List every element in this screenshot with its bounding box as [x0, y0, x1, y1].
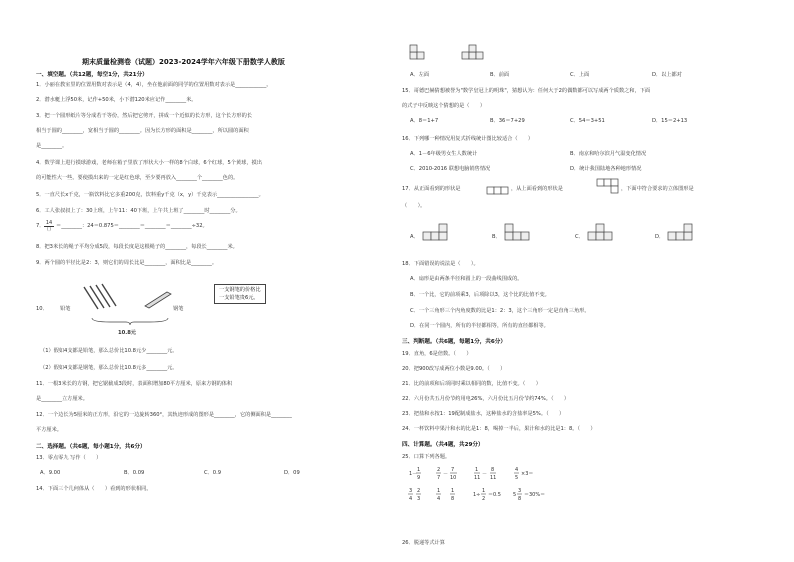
q16-option-c: C．2010-2016 联想电脑销售情况	[410, 166, 491, 172]
svg-text:9: 9	[417, 475, 421, 481]
q14-text: 14．下面三个几何体从（ ）看到的形状相同。	[36, 486, 152, 492]
svg-text:2: 2	[417, 488, 421, 494]
q10-number: 10．	[36, 306, 48, 312]
q17-text: 17．从正面看到的形状是	[402, 186, 461, 192]
q15-option-a: A．8＝1+7	[410, 118, 439, 124]
q18-option-a: A．扇形是由两条半径和圆上的一段曲线围成的。	[410, 276, 523, 282]
q23-text: 23．把盐和水按1：19配制成盐水，这种盐水的含盐率是5%。（ ）	[402, 411, 565, 417]
q14-option-b: B．前面	[490, 72, 510, 78]
q15-option-c: C．54＝3+51	[570, 118, 605, 124]
svg-text:2: 2	[482, 496, 486, 502]
q11-text-2: 是________立方厘米。	[36, 396, 88, 402]
q10-hint-box	[214, 284, 266, 304]
svg-text:3: 3	[417, 496, 421, 502]
q26-text: 26．脱递等式计算	[402, 540, 445, 546]
svg-text:8: 8	[491, 467, 495, 473]
q4-text: 4．数学课上进行摸球游戏，老师在箱子里放了形状大小一样的8个白球，6个红球，5个黄球，摸出	[36, 160, 262, 166]
page-title: 期末质量检测卷（试题）2023-2024学年六年级下册数学人教版	[82, 58, 285, 66]
svg-text:1÷: 1÷	[473, 492, 481, 498]
svg-text:5: 5	[515, 475, 519, 481]
q20-text: 20．把900改写成两位小数是9.00。（ ）	[402, 366, 506, 372]
q7-fraction	[44, 220, 54, 233]
q18-option-c: C．一个三角形三个内角度数的比是1：2：3，这个三角形一定是直角三角形。	[410, 308, 590, 314]
svg-text:1: 1	[451, 488, 455, 494]
q10-total-price: 10.8元	[118, 330, 136, 336]
q12-text: 12．一个边长为5厘米的正方形，沿它的一边旋转360°，其轨迹形成的图形是________，它的侧面积是________	[36, 412, 292, 418]
q2-text: 2．潜水艇上浮50米，记作+50米，小下潜120米应记作________米。	[36, 97, 197, 103]
q3-text: 3．把一个圆形纸片等分成若干等份，然后把它剪开，拼成一个近似的长方形，这个长方形的长	[36, 113, 252, 119]
pencils-illustration	[80, 283, 120, 313]
q9-text: 9．两个圆的半径比是2：3，则它们的周长比是________，面积比是________。	[36, 260, 218, 266]
q25-text: 25．口算下列各题。	[402, 454, 451, 460]
svg-text:7: 7	[451, 467, 455, 473]
q19-text: 19．直角，6是倍数。（ ）	[402, 351, 472, 357]
svg-text:10: 10	[450, 475, 457, 481]
q17-option-c: C．	[575, 234, 584, 240]
svg-text:1: 1	[482, 488, 486, 494]
q18-option-d: D．在同一个圆内，所有的半径都相等，所有的直径都相等。	[410, 323, 549, 329]
q17-option-d: D．	[655, 234, 665, 240]
q11-text: 11．一根3米长的方钢，把它锯截成3段时，表面积增加80平方厘米，原来方钢的体积	[36, 381, 233, 387]
q1-text: 1．小丽在教室里的位置用数对表示是（4，4），坐在他前面的同学的位置用数对表示是____________。	[36, 82, 272, 88]
q16-option-d: D．统计我国陆地各种地形情况	[570, 166, 642, 172]
svg-text:1: 1	[437, 488, 441, 494]
q17-text-3: ，下面中符合要求的立体图形是	[621, 186, 694, 192]
q13-option-d: D．09	[284, 470, 300, 476]
q14-option-a: A．左面	[410, 72, 430, 78]
pen-illustration	[143, 288, 173, 308]
svg-text:2: 2	[437, 467, 441, 473]
q10-pencil-label: 铅笔	[60, 306, 71, 312]
q12-text-2: 平方厘米。	[36, 427, 62, 433]
q17-option-a: A．	[410, 234, 419, 240]
q3-text-3: 是________。	[36, 143, 68, 149]
q15-option-b: B．36＝7+29	[490, 118, 525, 124]
q24-text: 24．一杯饮料中果汁和水的比是1：8，喝掉一半后，果汁和水的比是1：8。（ ）	[402, 426, 596, 432]
svg-text:1－: 1－	[409, 471, 418, 477]
q25-oral-calculations	[407, 466, 587, 520]
q15-text: 15．哥德巴赫猜想被誉为"数学皇冠上的明珠"，猜想认为：任何大于2的偶数都可以写成两个质数之和，下面	[402, 88, 651, 94]
q7-numerator: 14	[45, 220, 53, 226]
q16-option-b: B．南京和哈尔滨月气温变化情况	[570, 151, 647, 157]
section-true-false: 三、判断题。（共6题，每题1分，共6分）	[402, 339, 506, 345]
q14-solid-figures	[410, 44, 490, 64]
q17-text-4: （ ）。	[402, 203, 426, 209]
q18-text: 18．下面错误的说法是（ ）。	[402, 261, 479, 267]
section-calculation: 四、计算题。（共4题，共29分）	[402, 442, 484, 448]
q7-denominator: （）	[44, 227, 55, 233]
q18-option-b: B．一个比，它的前项乘3，后项除以3，这个比的比值不变。	[410, 292, 550, 298]
q7-label: 7．	[36, 223, 45, 229]
svg-text:11: 11	[490, 475, 497, 481]
svg-text:－: －	[443, 471, 449, 477]
right-column	[397, 0, 794, 562]
q10-hint-line1: 一支钢笔的价格比	[219, 287, 261, 293]
q6-text: 6．工人张叔叔上了：30上班，上午11：40下班，上午共上班了________时________分。	[36, 208, 241, 214]
svg-text:7: 7	[437, 475, 441, 481]
section-choice: 二、选择题。（共6题，每小题1分，共6分）	[36, 444, 146, 450]
q15-text-2: 的式子中反映这个猜想的是（ ）	[402, 103, 486, 109]
q13-option-a: A．9.00	[40, 470, 61, 476]
q10-part2: （2）假如4支都是钢笔，那么总价比10.8元多________元。	[40, 365, 178, 371]
q4-text-2: 的可能性大一些。要使摸出来的一定是红色球，至少要再放入________个________色的。	[36, 175, 239, 181]
q22-text: 22．六月份共五月份节约用电26%，六月份比五月份节约74%。（ ）	[402, 396, 570, 402]
svg-text:＝30%＝: ＝30%＝	[524, 492, 546, 498]
section-fill-in: 一、填空题。（共12题，每空1分，共21分）	[36, 72, 148, 78]
svg-text:－: －	[482, 471, 488, 477]
q21-text: 21．比的前项和后项同时乘以相同的数，比值不变。（ ）	[402, 381, 541, 387]
svg-text:3: 3	[518, 488, 522, 494]
q7-text: ＝________：24＝0.875＝________＝________＝________÷32。	[56, 223, 208, 229]
q14-option-d: D．以上都对	[652, 72, 682, 78]
svg-text:＝0.5: ＝0.5	[488, 492, 501, 498]
svg-text:4: 4	[409, 496, 413, 502]
q14-option-c: C．上面	[570, 72, 590, 78]
q3-text-2: 相当于圆的________，宽相当于圆的________。因为长方形的面积是________，所以圆的面积	[36, 128, 249, 134]
svg-text:1: 1	[475, 467, 479, 473]
svg-text:4: 4	[515, 467, 519, 473]
q13-option-b: B．0.09	[124, 470, 145, 476]
svg-text:8: 8	[518, 496, 522, 502]
svg-text:11: 11	[474, 475, 481, 481]
q10-hint-line2: 一支铅笔贵6元。	[219, 295, 259, 301]
q13-text: 13．零点零九 写作（ ）	[36, 455, 102, 461]
svg-text:×3＝: ×3＝	[521, 471, 534, 477]
svg-text:3: 3	[409, 488, 413, 494]
svg-text:4: 4	[437, 496, 441, 502]
brace-line	[90, 316, 170, 326]
svg-text:1: 1	[417, 467, 421, 473]
q5-text: 5．一直尺长x千克，一瓶饮料比它多重200克，饮料重y千克（x，y）千克表示________________。	[36, 192, 264, 198]
svg-text:8: 8	[451, 496, 455, 502]
svg-text:5: 5	[513, 492, 517, 498]
q17-text-2: ，从上面看到的形状是	[511, 186, 563, 192]
q16-text: 16．下列哪一种情况用复式折线统计图比较适合（ ）	[402, 136, 534, 142]
q10-pen-label: 钢笔	[173, 306, 184, 312]
q16-option-a: A．1－6年级男女生人数统计	[410, 151, 478, 157]
q17-option-figures	[423, 222, 763, 246]
q8-text: 8．把3米长的绳子平均分成5段，每段长度是这根绳子的________，每段长________米。	[36, 244, 238, 250]
q10-part1: （1）假如4支都是铅笔，那么总价比10.8元少________元。	[40, 348, 178, 354]
q13-option-c: C．0.9	[204, 470, 222, 476]
q17-option-b: B．	[492, 234, 501, 240]
q15-option-d: D．15＝2+13	[652, 118, 688, 124]
